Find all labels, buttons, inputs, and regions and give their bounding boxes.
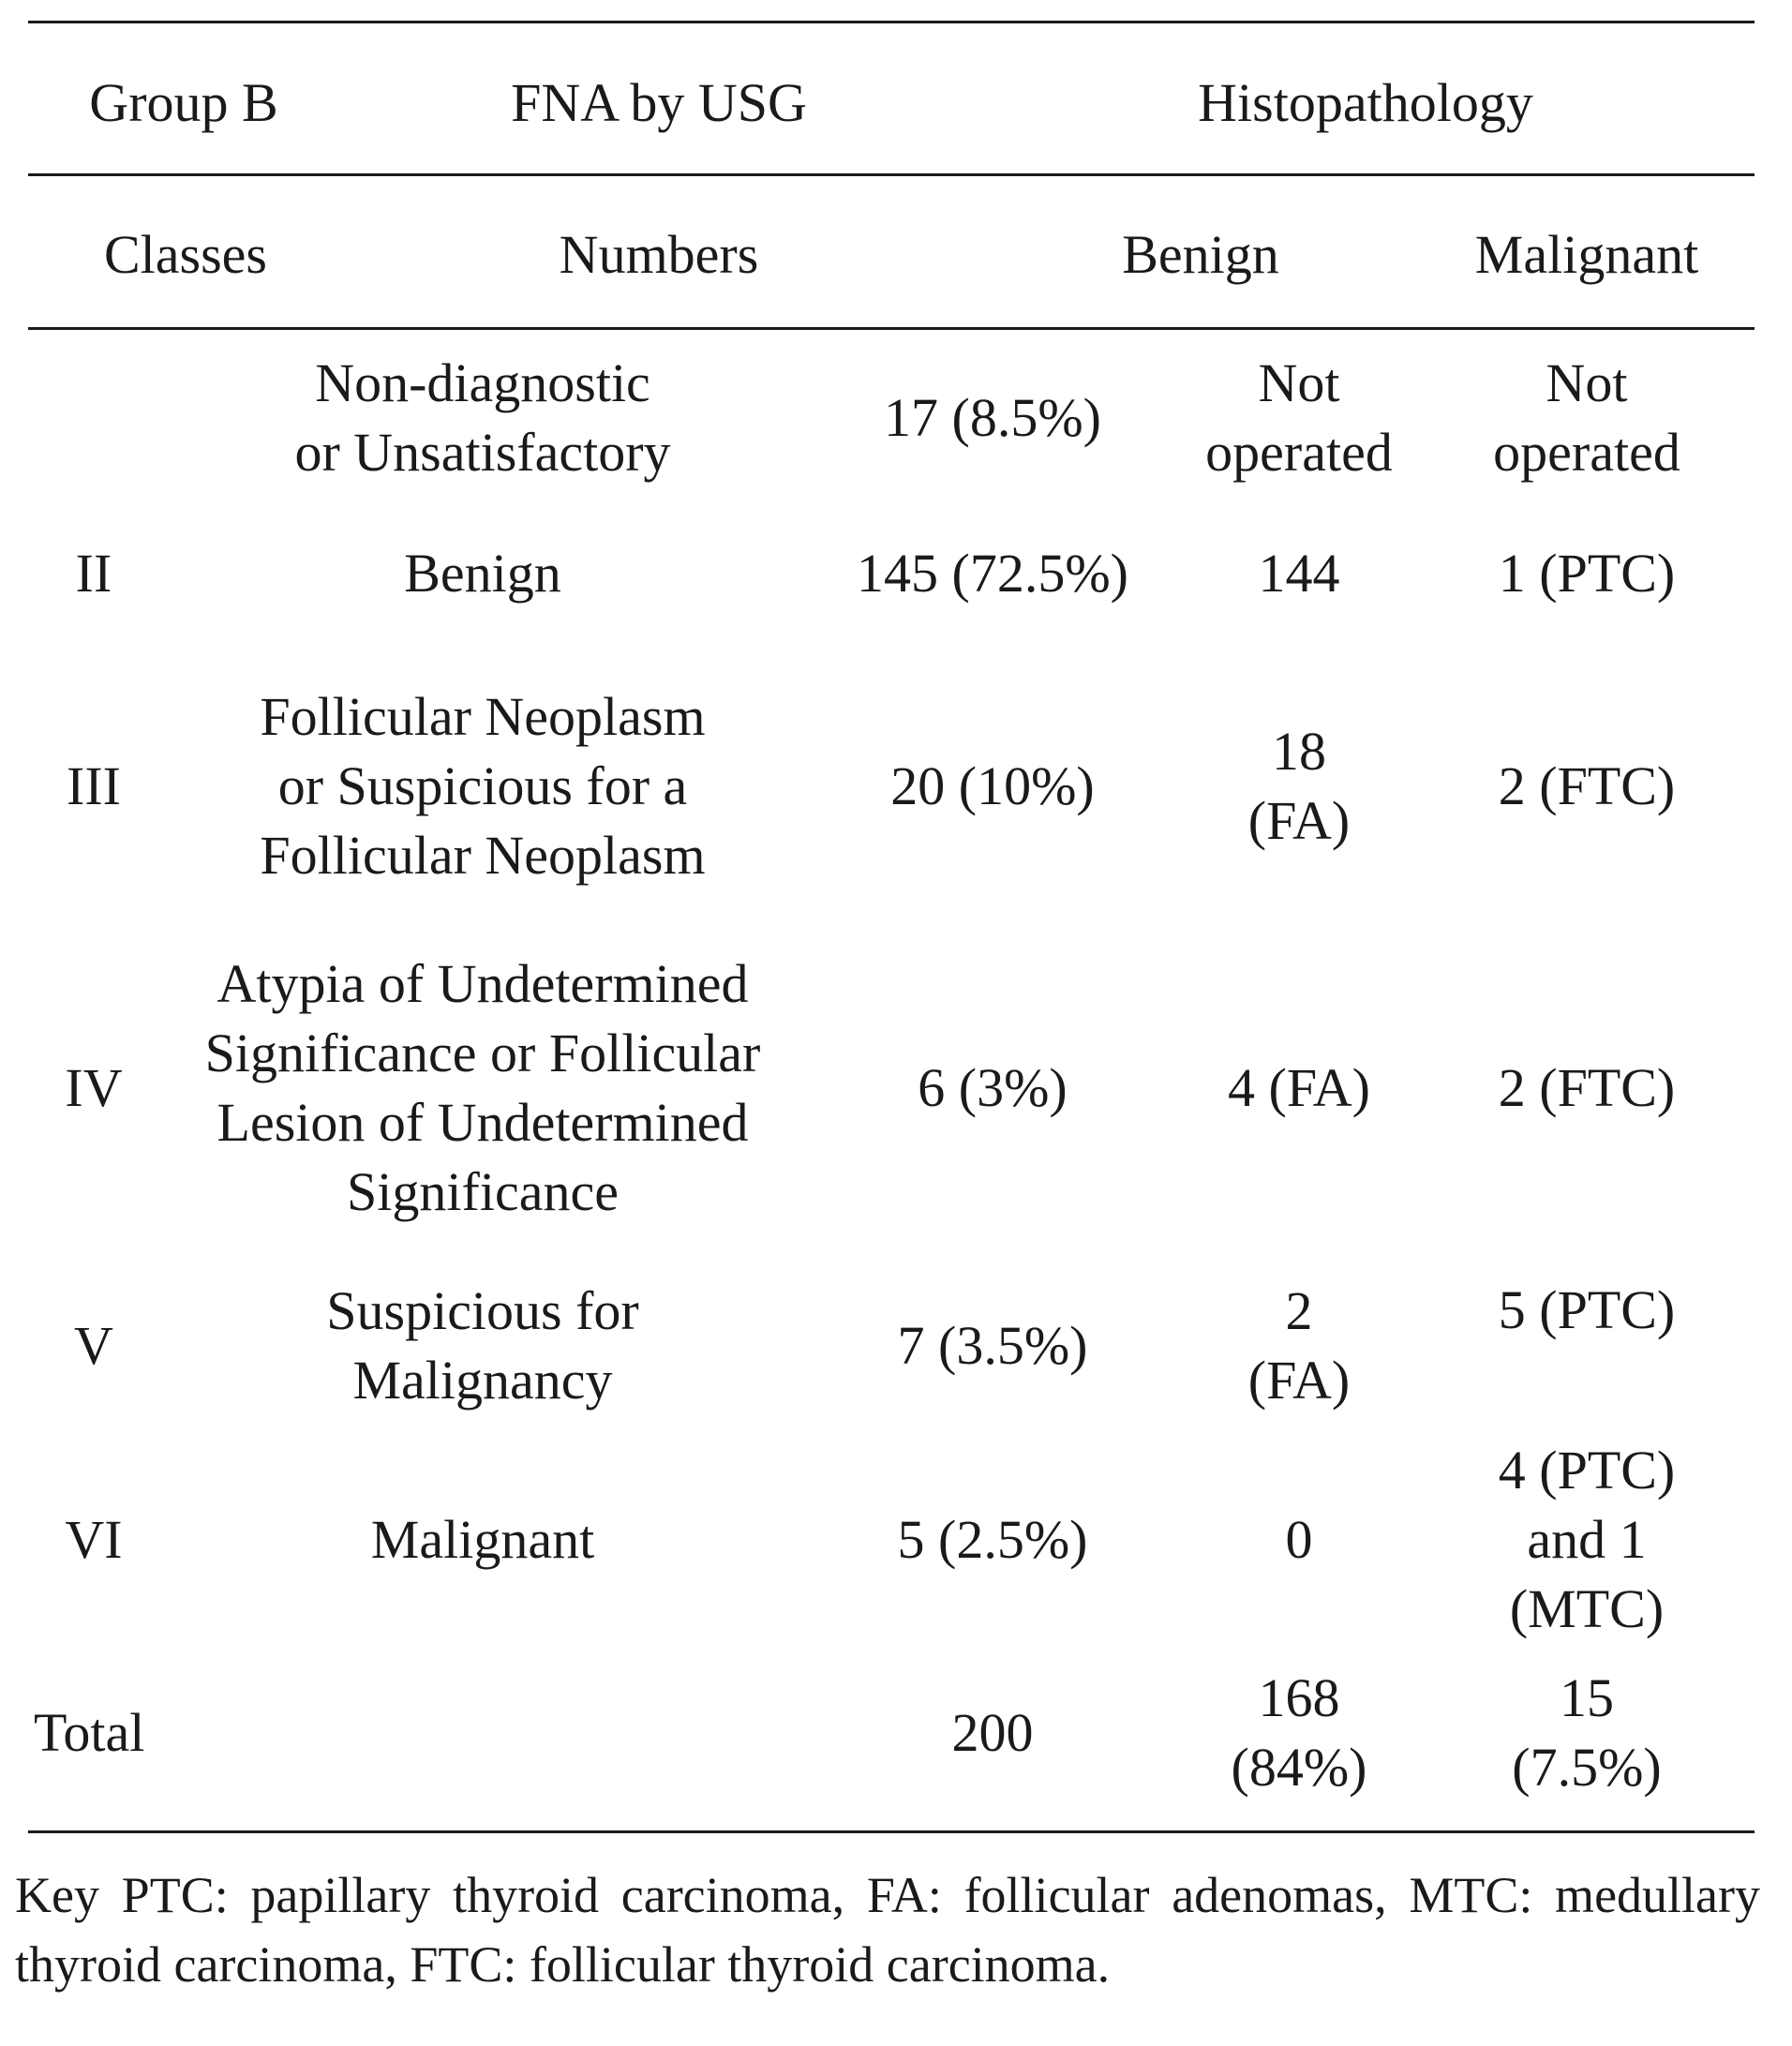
header-numbers: Numbers — [559, 224, 759, 285]
row-number: 17 (8.5%) — [884, 387, 1101, 448]
row-malignant: 5 (PTC) — [1498, 1279, 1676, 1340]
row-number: 5 (2.5%) — [897, 1509, 1088, 1570]
row-malignant: 1 (PTC) — [1498, 543, 1676, 604]
row-class: IV — [65, 1057, 123, 1118]
table-footnote: Key PTC: papillary thyroid carcinoma, FA: follicular adenomas, MTC: medullary thyroid carcinoma, FTC: follicular thyroid carcinoma. — [15, 1867, 1760, 1993]
row-benign: 144 — [1258, 543, 1340, 604]
row-class: V — [74, 1315, 113, 1376]
row-description: Benign — [404, 543, 561, 604]
row-description: Follicular Neoplasm or Suspicious for a Follicular Neoplasm — [260, 686, 706, 886]
row-class: VI — [65, 1509, 123, 1570]
total-number: 200 — [951, 1702, 1034, 1763]
header-benign: Benign — [1122, 224, 1279, 285]
row-benign: 0 — [1285, 1509, 1313, 1570]
row-number: 6 (3%) — [918, 1057, 1068, 1118]
total-label: Total — [34, 1702, 145, 1763]
total-benign: 168 (84%) — [1231, 1667, 1367, 1798]
row-description: Malignant — [370, 1509, 595, 1570]
row-benign: 18 (FA) — [1247, 721, 1351, 851]
header-bottom-rule — [28, 327, 1755, 330]
table-top-rule — [28, 21, 1755, 23]
table-bottom-rule — [28, 1830, 1755, 1833]
header-group: Group B — [89, 72, 278, 133]
row-benign: Not operated — [1205, 352, 1393, 483]
row-malignant: 4 (PTC) and 1 (MTC) — [1498, 1440, 1676, 1639]
header-fna: FNA by USG — [511, 72, 807, 133]
header-classes: Classes — [104, 224, 267, 285]
row-number: 145 (72.5%) — [857, 543, 1128, 604]
row-class: III — [67, 755, 121, 816]
row-malignant: Not operated — [1493, 352, 1680, 483]
row-class: II — [75, 543, 112, 604]
row-description: Suspicious for Malignancy — [326, 1280, 639, 1411]
header-divider-rule — [28, 173, 1755, 176]
row-number: 20 (10%) — [890, 755, 1095, 816]
row-benign: 4 (FA) — [1228, 1057, 1370, 1118]
total-malignant: 15 (7.5%) — [1512, 1667, 1662, 1798]
header-malignant: Malignant — [1474, 224, 1699, 285]
row-malignant: 2 (FTC) — [1498, 755, 1676, 816]
row-description: Atypia of Undetermined Significance or Follicular Lesion of Undetermined Significance — [204, 953, 761, 1222]
header-histopathology: Histopathology — [1198, 72, 1533, 133]
row-number: 7 (3.5%) — [897, 1315, 1088, 1376]
row-benign: 2 (FA) — [1247, 1280, 1351, 1411]
row-description: Non-diagnostic or Unsatisfactory — [294, 352, 671, 483]
row-malignant: 2 (FTC) — [1498, 1057, 1676, 1118]
